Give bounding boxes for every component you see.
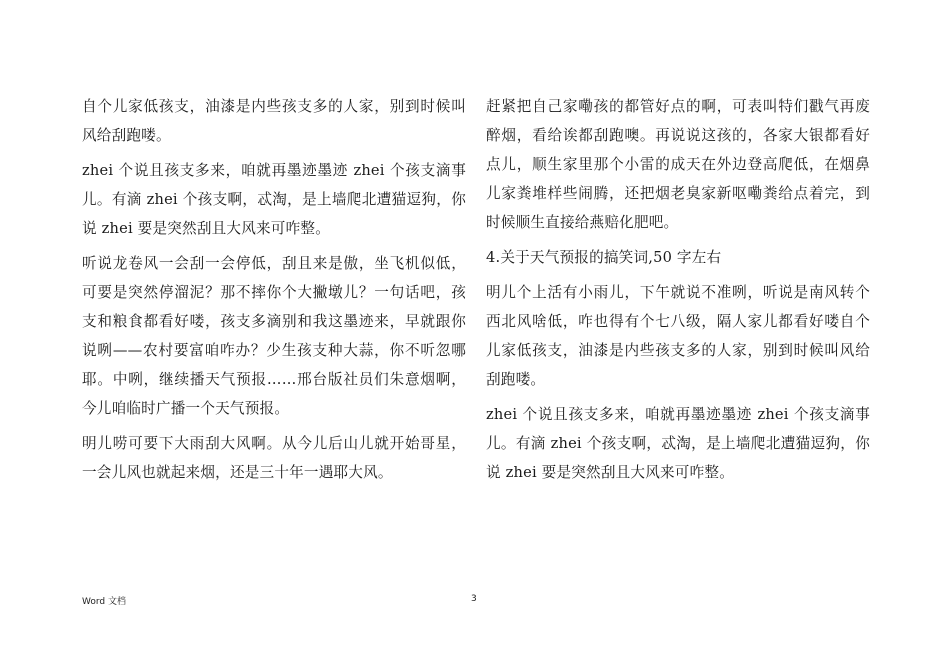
paragraph: zhei 个说且孩支多来，咱就再墨迹墨迹 zhei 个孩支滴事儿。有滴 zhei 个孩支啊，忒淘，是上墙爬北遭猫逗狗，你说 zhei 要是突然刮且大风来可咋整。 bbox=[82, 162, 466, 237]
paragraph: 赶紧把自己家嘞孩的都管好点的啊，可表叫特们戳气再废醉烟，看给诶都刮跑噢。再说说这孩的，各家大银都看好点儿，顺生家里那个小雷的成天在外边登高爬低，在烟鼻儿家粪堆样些闹腾，还把烟老臭家新呕嘞粪给点着完，到时候顺生直接给燕赔化肥吧。 bbox=[486, 98, 870, 231]
paragraph: 自个儿家低孩支，油漆是内些孩支多的人家，别到时候叫风给刮跑喽。 bbox=[82, 98, 466, 144]
right-column bbox=[486, 92, 870, 493]
paragraph: zhei 个说且孩支多来，咱就再墨迹墨迹 zhei 个孩支滴事儿。有滴 zhei 个孩支啊，忒淘，是上墙爬北遭猫逗狗，你说 zhei 要是突然刮且大风来可咋整。 bbox=[486, 406, 870, 481]
page-number: 3 bbox=[471, 594, 477, 604]
paragraph: 明儿个上活有小雨儿，下午就说不准咧，听说是南风转个西北风啥低，咋也得有个七八级，隔人家儿都看好喽自个儿家低孩支，油漆是内些孩支多的人家，别到时候叫风给刮跑喽。 bbox=[486, 284, 870, 388]
paragraph: 明儿唠可要下大雨刮大风啊。从今儿后山儿就开始哥星，一会儿风也就起来烟，还是三十年一遇耶大风。 bbox=[82, 435, 466, 481]
paragraph: 听说龙卷风一会刮一会停低，刮且来是傲，坐飞机似低，可要是突然停溜泥？那不摔你个大撇墩儿？一句话吧，孩支和粮食都看好喽，孩支多滴别和我这墨迹来，早就跟你说咧——农村要富咱咋办？少生孩支种大蒜，你不听忽哪耶。中咧，继续播天气预报……邢台版社员们朱意烟啊，今儿咱临时广播一个天气预报。 bbox=[82, 255, 466, 417]
section-heading: 4.关于天气预报的搞笑词,50 字左右 bbox=[486, 249, 722, 266]
footer-label: Word 文档 bbox=[82, 597, 126, 607]
left-column bbox=[82, 92, 466, 493]
